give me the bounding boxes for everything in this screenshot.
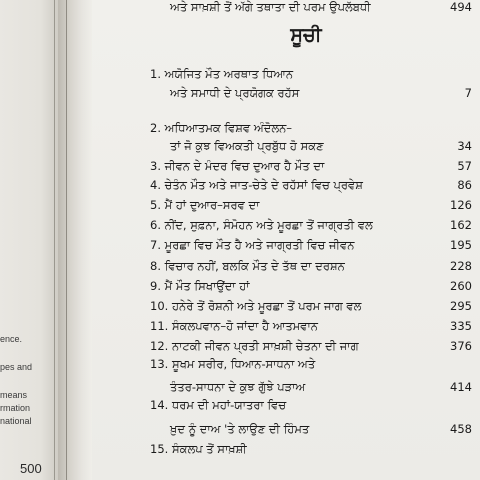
left-page bbox=[0, 0, 58, 480]
toc-page-number: 34 bbox=[457, 139, 472, 153]
toc-page-number: 260 bbox=[450, 279, 472, 293]
toc-entry-title-continuation: ਅਤੇ ਸਮਾਧੀ ਦੇ ਪ੍ਰਯੋਗਕ ਰਹੱਸ bbox=[170, 86, 300, 100]
toc-page-number: 86 bbox=[457, 178, 472, 192]
toc-entry-title: 8. ਵਿਚਾਰ ਨਹੀਂ, ਬਲਕਿ ਮੌਤ ਦੇ ਤੱਥ ਦਾ ਦਰਸ਼ਨ bbox=[150, 259, 345, 273]
book-gutter bbox=[58, 0, 92, 480]
toc-entry-title: 1. ਅਯੋਜਿਤ ਮੌਤ ਅਰਥਾਤ ਧਿਆਨ bbox=[150, 67, 294, 81]
toc-entry-title-continuation: ਅਤੇ ਸਾਖ਼ਸ਼ੀ ਤੋਂ ਅੱਗੇ ਤਥਾਤਾ ਦੀ ਪਰਮ ਉਪਲੱਬਧੀ bbox=[170, 0, 371, 14]
toc-entry-title: 3. ਜੀਵਨ ਦੇ ਮੰਦਰ ਵਿਚ ਦੁਆਰ ਹੈ ਮੌਤ ਦਾ bbox=[150, 159, 325, 173]
left-page-fragment: rmation bbox=[0, 403, 31, 413]
page-title: ਸੂਚੀ bbox=[290, 24, 322, 46]
toc-page-number: 126 bbox=[450, 198, 472, 212]
toc-page-number: 228 bbox=[450, 259, 472, 273]
toc-page-number: 414 bbox=[450, 380, 472, 394]
toc-page-number: 458 bbox=[450, 422, 472, 436]
left-page-fragment: ence. bbox=[0, 334, 23, 344]
table-of-contents bbox=[92, 0, 480, 480]
toc-page-number: 295 bbox=[450, 299, 472, 313]
toc-entry-title-continuation: ਖ਼ੁਦ ਨੂੰ ਦਾਅ 'ਤੇ ਲਾਉਣ ਦੀ ਹਿੰਮਤ bbox=[170, 422, 310, 436]
toc-page-number: 195 bbox=[450, 238, 472, 252]
toc-entry-title: 11. ਸੰਕਲਪਵਾਨ–ਹੋ ਜਾਂਦਾ ਹੈ ਆਤਮਵਾਨ bbox=[150, 319, 318, 333]
toc-entry-title: 4. ਚੇਤੰਨ ਮੌਤ ਅਤੇ ਜਾਤ-ਚੇਤੇ ਦੇ ਰਹੱਸਾਂ ਵਿਚ ਪ੍ਰਵੇਸ਼ bbox=[150, 178, 363, 192]
toc-entry-title: 14. ਧਰਮ ਦੀ ਮਹਾਂ-ਯਾਤਰਾ ਵਿਚ bbox=[150, 398, 287, 412]
toc-page-number: 162 bbox=[450, 218, 472, 232]
left-page-fragment: national bbox=[0, 416, 32, 426]
toc-entry-title-continuation: ਤਾਂ ਜੋ ਕੁਝ ਵਿਅਕਤੀ ਪ੍ਰਬੁੱਧ ਹੋ ਸਕਣ bbox=[170, 139, 324, 153]
left-page-edge bbox=[54, 0, 55, 480]
toc-entry-title: 10. ਹਨੇਰੇ ਤੋਂ ਰੋਸ਼ਨੀ ਅਤੇ ਮੂਰਛਾ ਤੋਂ ਪਰਮ ਜਾਗ ਵਲ bbox=[150, 299, 362, 313]
toc-entry-title: 6. ਨੀਂਦ, ਸੁਫ਼ਨਾ, ਸੰਮੋਹਨ ਅਤੇ ਮੂਰਛਾ ਤੋਂ ਜਾਗ੍ਰਤੀ ਵਲ bbox=[150, 218, 373, 232]
left-page-fragment: pes and bbox=[0, 362, 33, 372]
toc-page-number: 7 bbox=[464, 86, 472, 100]
toc-page-number: 494 bbox=[450, 0, 472, 14]
contents-page bbox=[92, 0, 480, 480]
toc-entry-title: 7. ਮੂਰਛਾ ਵਿਚ ਮੌਤ ਹੈ ਅਤੇ ਜਾਗ੍ਰਤੀ ਵਿਚ ਜੀਵਨ bbox=[150, 238, 355, 252]
toc-entry-title: 2. ਅਧਿਆਤਮਕ ਵਿਸ਼ਵ ਅੰਦੋਲਨ– bbox=[150, 121, 293, 135]
left-page-fragment: means bbox=[0, 390, 28, 400]
left-page-number: 500 bbox=[20, 461, 42, 476]
toc-entry-title-continuation: ਤੰਤਰ-ਸਾਧਨਾ ਦੇ ਕੁਝ ਗੁੱਝੇ ਪੜਾਅ bbox=[170, 380, 306, 394]
toc-page-number: 335 bbox=[450, 319, 472, 333]
toc-entry-title: 15. ਸੰਕਲਪ ਤੋਂ ਸਾਖ਼ਸ਼ੀ bbox=[150, 442, 247, 456]
toc-entry-title: 9. ਮੈਂ ਮੌਤ ਸਿਖਾਉਂਦਾ ਹਾਂ bbox=[150, 279, 250, 293]
toc-entry-title: 13. ਸੂਖਮ ਸਰੀਰ, ਧਿਆਨ-ਸਾਧਨਾ ਅਤੇ bbox=[150, 357, 316, 371]
toc-entry-title: 5. ਮੈਂ ਹਾਂ ਦੁਆਰ–ਸਰਵ ਦਾ bbox=[150, 198, 260, 212]
toc-page-number: 376 bbox=[450, 339, 472, 353]
toc-entry-title: 12. ਨਾਟਕੀ ਜੀਵਨ ਪ੍ਰਤੀ ਸਾਖ਼ਸ਼ੀ ਚੇਤਨਾ ਦੀ ਜਾਗ bbox=[150, 339, 359, 353]
binding-line bbox=[66, 0, 67, 480]
toc-page-number: 57 bbox=[457, 159, 472, 173]
